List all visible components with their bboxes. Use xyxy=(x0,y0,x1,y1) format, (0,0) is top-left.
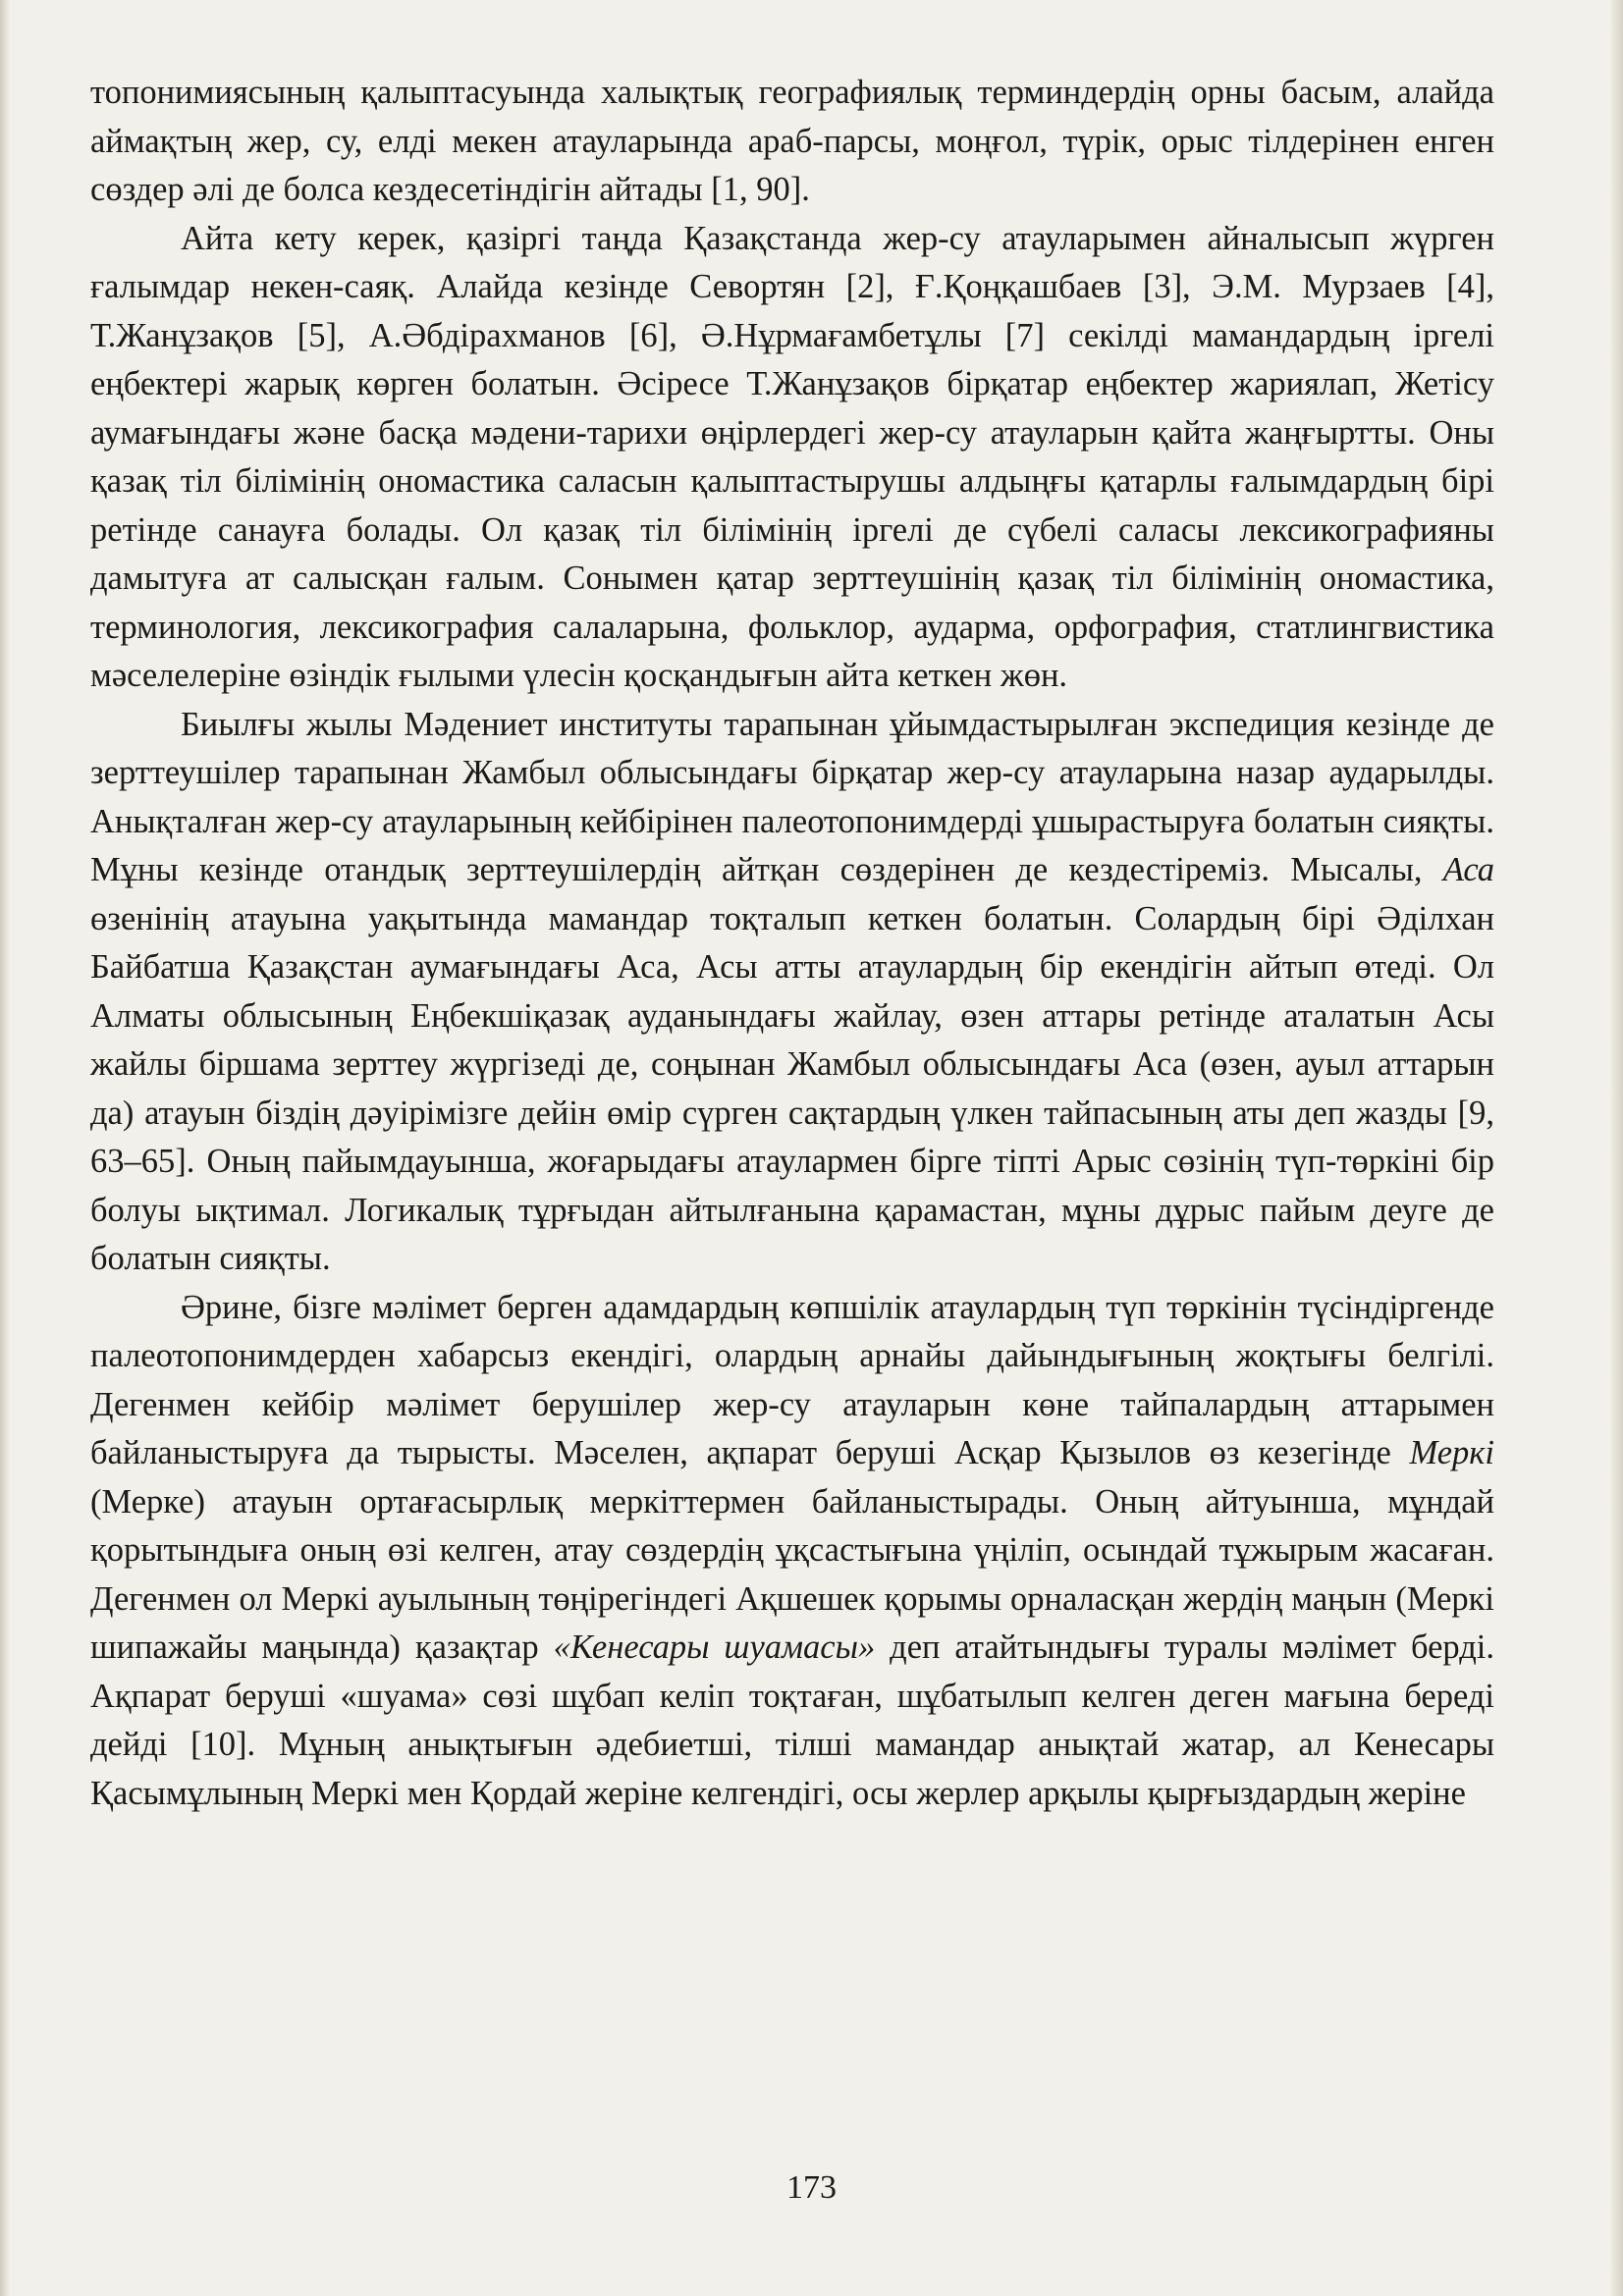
paragraph-4-text-a: Әрине, бізге мәлімет берген адамдардың көпшілік атаулардың түп төркінін түсіндіргенде палеотопонимдерден хабарсыз екендігі, олардың арнайы дайындығының жоқтығы белгілі. Дегенмен кейбір мәлімет берушілер жер-су атауларын көне тайпалардың аттарымен байланыстыруға да тырысты. Мәселен, ақпарат беруші Асқар Қызылов өз кезегінде xyxy=(90,1288,1494,1471)
paragraph-1 xyxy=(90,69,1494,215)
paragraph-4-text-c: деп атайтындығы туралы мәлімет берді. Ақпарат беруші «шуама» сөзі шұбап келіп тоқтаған, шұбатылып келген деген мағына береді дейді [10]. Мұның анықтығын әдебиетші, тілші мамандар анықтай жатар, ал Кенесары Қасымұлының Меркі мен Қордай жеріне келгендігі, осы жерлер арқылы қырғыздардың жеріне xyxy=(90,1629,1494,1812)
paragraph-1-text: топонимиясының қалыптасуында халықтық географиялық терминдердің орны басым, алайда аймақтың жер, су, елді мекен атауларында араб-парсы, моңғол, түрік, орыс тілдерінен енген сөздер әлі де болса кездесетіндігін айтады [1, 90]. xyxy=(90,74,1494,208)
paragraph-4-text-b: (Мерке) атауын ортағасырлық меркіттермен байланыстырады. Оның айтуынша, мұндай қорытындыға оның өзі келген, атау сөздердің ұқсастығына үңіліп, осындай тұжырым жасаған. Дегенмен ол Меркі ауылының төңірегіндегі Ақшешек қорымы орналасқан жердің маңын (Меркі шипажайы маңында) қазақтар xyxy=(90,1482,1494,1666)
paragraph-3 xyxy=(90,701,1494,1284)
page-body xyxy=(90,69,1494,1818)
page-edge-right xyxy=(1609,0,1623,2296)
paragraph-2-text: Айта кету керек, қазіргі таңда Қазақстанда жер-су атауларымен айналысып жүрген ғалымдар некен-саяқ. Алайда кезінде Севортян [2], Ғ.Қоңқашбаев [3], Э.М. Мурзаев [4], Т.Жанұзақов [5], А.Әбдірахманов [6], Ә.Нұрмағамбетұлы [7] секілді мамандардың іргелі еңбектері жарық көрген болатын. Әсіресе Т.Жанұзақов бірқатар еңбектер жариялап, Жетісу аумағындағы және басқа мәдени-тарихи өңірлердегі жер-су атауларын қайта жаңғыртты. Оны қазақ тіл білімінің ономастика саласын қалыптастырушы алдыңғы қатарлы ғалымдардың бірі ретінде санауға болады. Ол қазақ тіл білімінің іргелі де сүбелі саласы лексикографияны дамытуға ат салысқан ғалым. Сонымен қатар зерттеушінің қазақ тіл білімінің ономастика, терминология, лексикография салаларына, фольклор, аударма, орфография, статлингвистика мәселелеріне өзіндік ғылыми үлесін қосқандығын айта кеткен жөн. xyxy=(90,219,1494,694)
page-edge-left xyxy=(0,0,10,2296)
paragraph-2 xyxy=(90,215,1494,701)
paragraph-3-text-b: өзенінің атауына уақытында мамандар тоқталып кеткен болатын. Солардың бірі Әділхан Байбатша Қазақстан аумағындағы Аса, Асы атты атаулардың бір екендігін айтып өтеді. Ол Алматы облысының Еңбекшіқазақ ауданындағы жайлау, өзен аттары ретінде аталатын Асы жайлы біршама зерттеу жүргізеді де, соңынан Жамбыл облысындағы Аса (өзен, ауыл аттарын да) атауын біздің дәуірімізге дейін өмір сүрген сақтардың үлкен тайпасының аты деп жазды [9, 63–65]. Оның пайымдауынша, жоғарыдағы атаулармен бірге тіпті Арыс сөзінің түп-төркіні бір болуы ықтимал. Логикалық тұрғыдан айтылғанына қарамастан, мұны дұрыс пайым деуге де болатын сияқты. xyxy=(90,899,1494,1277)
paragraph-3-italic-asa: Аса xyxy=(1442,851,1494,888)
paragraph-4 xyxy=(90,1284,1494,1819)
paragraph-4-italic-kenesary: «Кенесары шуамасы» xyxy=(553,1629,876,1666)
paragraph-4-italic-merki: Меркі xyxy=(1409,1434,1494,1471)
page-number: 173 xyxy=(786,2169,837,2206)
paragraph-3-text-a: Биылғы жылы Мәдениет институты тарапынан ұйымдастырылған экспедиция кезінде де зерттеушілер тарапынан Жамбыл облысындағы бірқатар жер-су атауларына назар аударылды. Анықталған жер-су атауларының кейбірінен палеотопонимдерді ұшырастыруға болатын сияқты. Мұны кезінде отандық зерттеушілердің айтқан сөздерінен де кездестіреміз. Мысалы, xyxy=(90,705,1494,888)
